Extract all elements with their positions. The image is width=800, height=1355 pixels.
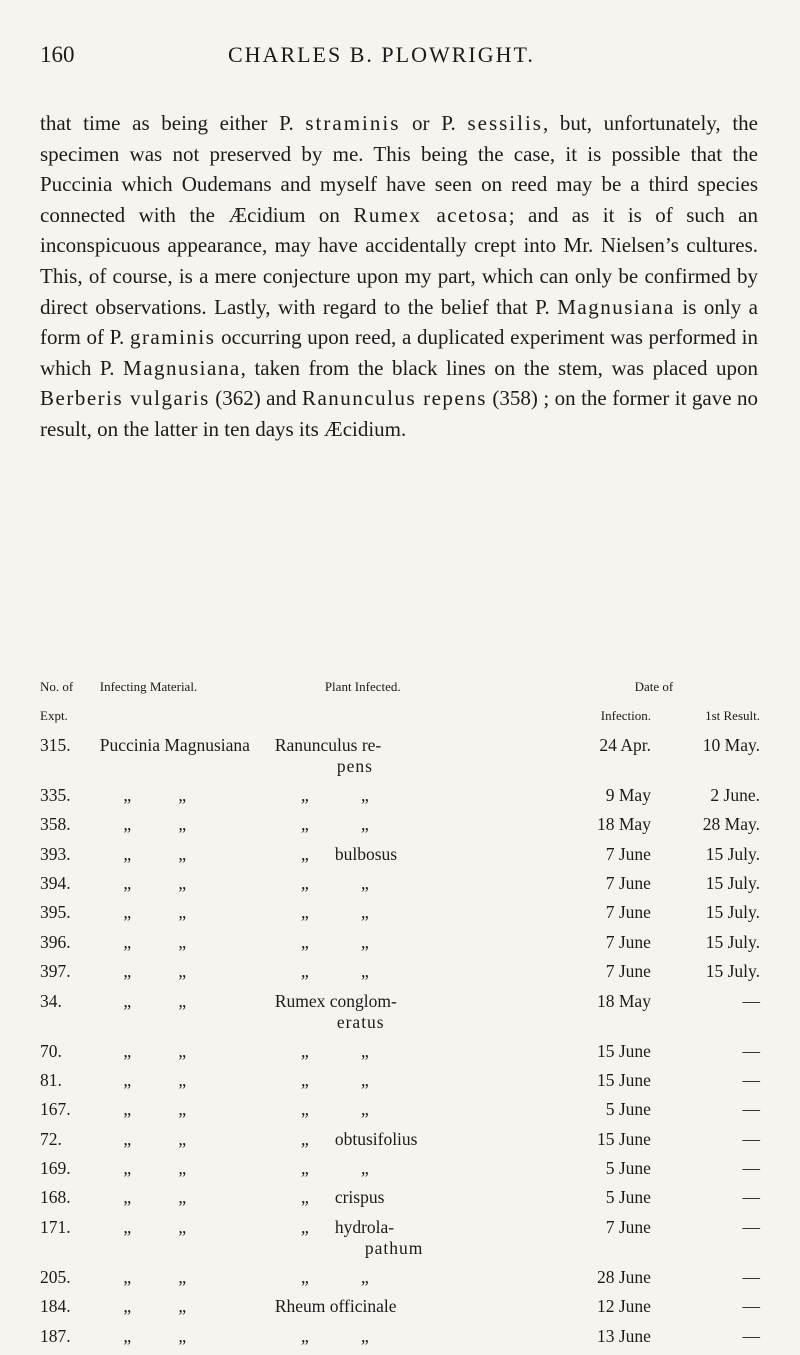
- table-row: [40, 1267, 760, 1296]
- table-row: [40, 961, 760, 990]
- species-name: sessilis: [467, 111, 543, 135]
- infection-date: 5 June: [605, 1099, 651, 1120]
- table-row: [40, 1041, 760, 1070]
- infecting-material: [100, 991, 275, 1041]
- infection-date: 7 June: [605, 931, 651, 952]
- table-row: [40, 1099, 760, 1128]
- ditto-mark: „: [300, 961, 309, 982]
- first-result: —: [742, 1069, 760, 1090]
- text-run: (362) and: [209, 386, 302, 411]
- infecting-material: [100, 844, 275, 873]
- table-subheader-row: [40, 705, 760, 734]
- ditto-mark: „: [123, 843, 132, 864]
- plant-species: obtusifolius: [334, 1128, 418, 1149]
- plant-name: Ranunculus re-: [274, 734, 382, 755]
- infection-date: 5 June: [605, 1158, 651, 1179]
- header-expt: Expt.: [40, 708, 68, 724]
- text-run: , but, unfortunately, the specimen was not preserved by me. This being the case, it is possible that the Puccinia which Oudemans and myself have seen on reed may be a third species connected with the Æcidium on: [40, 111, 758, 227]
- text-run: is only a form of P.: [40, 294, 758, 350]
- text-run: occurring upon reed, a duplicated experiment was performed in which P.: [40, 325, 759, 380]
- ditto-mark: „: [178, 784, 187, 805]
- infecting-material: [100, 902, 275, 931]
- ditto-mark: „: [178, 1158, 187, 1179]
- first-result: —: [742, 1325, 760, 1346]
- header-plant: Plant Infected.: [324, 679, 401, 694]
- ditto-mark: „: [178, 872, 187, 893]
- ditto-mark: „: [300, 1069, 309, 1090]
- infecting-material: [100, 814, 275, 843]
- ditto-mark: „: [300, 872, 309, 893]
- ditto-mark: „: [360, 931, 369, 952]
- expt-number: 167.: [40, 1099, 71, 1120]
- ditto-mark: „: [300, 1216, 309, 1237]
- ditto-mark: „: [360, 1069, 369, 1090]
- infecting-material: [100, 932, 275, 961]
- first-result: —: [742, 1040, 760, 1061]
- first-result: —: [742, 1099, 760, 1120]
- plant-line: [275, 1217, 548, 1238]
- ditto-mark: „: [123, 1099, 132, 1120]
- expt-number: 335.: [40, 784, 71, 805]
- table-row: [40, 1217, 760, 1267]
- ditto-mark: „: [123, 814, 132, 835]
- infection-date: 7 June: [605, 1216, 651, 1237]
- table-row: [40, 1158, 760, 1187]
- ditto-mark: „: [178, 1187, 187, 1208]
- table-header-row: [40, 676, 760, 705]
- plant-infected: [275, 991, 548, 1041]
- infection-date: 24 Apr.: [599, 734, 651, 755]
- plant-continuation: pens: [336, 755, 373, 776]
- ditto-mark: „: [178, 931, 187, 952]
- text-run: that time as being either P.: [40, 111, 306, 135]
- first-result: 15 July.: [705, 872, 760, 893]
- plant-species: hydrola-: [334, 1216, 395, 1237]
- first-result: —: [742, 1187, 760, 1208]
- ditto-mark: „: [123, 1040, 132, 1061]
- page-number: 160: [40, 42, 75, 67]
- expt-number: 184.: [40, 1296, 71, 1317]
- header-infection: Infection.: [600, 708, 651, 724]
- ditto-mark: „: [178, 843, 187, 864]
- infecting-material: [100, 1187, 275, 1216]
- body-paragraph: [40, 108, 758, 445]
- first-result: 15 July.: [705, 961, 760, 982]
- plant-infected: [275, 785, 548, 814]
- plant-line: [275, 1041, 548, 1062]
- ditto-mark: „: [123, 1069, 132, 1090]
- infection-date: 5 June: [605, 1187, 651, 1208]
- expt-number: 394.: [40, 872, 71, 893]
- plant-infected: [275, 1129, 548, 1158]
- page-header: [40, 42, 760, 76]
- table-row: [40, 1296, 760, 1325]
- ditto-mark: „: [178, 1325, 187, 1346]
- ditto-mark: „: [360, 902, 369, 923]
- species-name: Magnusiana: [557, 294, 675, 319]
- first-result: 10 May.: [702, 734, 760, 755]
- ditto-mark: „: [178, 1216, 187, 1237]
- first-result: —: [742, 1128, 760, 1149]
- infecting-material: [100, 1129, 275, 1158]
- ditto-mark: „: [178, 902, 187, 923]
- infection-date: 15 June: [597, 1128, 651, 1149]
- text-run: or P.: [400, 111, 468, 135]
- text-run: ; and as it is of such an inconspicuous appearance, may have accidentally crept into Mr. Nielsen’s cultures. This, of course, is a mere conjecture upon my part, which can only be confirmed by direct observations. Lastly, with regard to the belief that P.: [40, 202, 759, 319]
- table-row: [40, 814, 760, 843]
- table-row: [40, 1187, 760, 1216]
- species-name: straminis: [305, 111, 401, 135]
- ditto-mark: „: [123, 990, 132, 1011]
- infection-date: 7 June: [605, 872, 651, 893]
- ditto-mark: „: [123, 1325, 132, 1346]
- ditto-mark: „: [300, 843, 309, 864]
- expt-number: 70.: [40, 1040, 62, 1061]
- ditto-mark: „: [360, 1266, 369, 1287]
- ditto-mark: „: [123, 1128, 132, 1149]
- plant-line: [275, 932, 548, 953]
- plant-infected: [275, 814, 548, 843]
- table-row: [40, 735, 760, 785]
- plant-infected: [275, 1217, 548, 1267]
- expt-number: 72.: [40, 1128, 62, 1149]
- infecting-material: [100, 1326, 275, 1355]
- first-result: 15 July.: [705, 931, 760, 952]
- expt-number: 169.: [40, 1158, 71, 1179]
- ditto-mark: „: [360, 1040, 369, 1061]
- plant-infected: [275, 1070, 548, 1099]
- plant-infected: [275, 1158, 548, 1187]
- header-material: [100, 676, 275, 705]
- infection-date: 9 May: [605, 784, 651, 805]
- ditto-mark: „: [123, 872, 132, 893]
- ditto-mark: „: [178, 1069, 187, 1090]
- ditto-mark: „: [123, 1296, 132, 1317]
- plant-infected: [275, 1041, 548, 1070]
- plant-infected: [275, 844, 548, 873]
- expt-number: 395.: [40, 902, 71, 923]
- ditto-mark: „: [178, 1128, 187, 1149]
- plant-name: Rheum officinale: [274, 1296, 397, 1317]
- plant-species: bulbosus: [334, 843, 398, 864]
- table-row: [40, 1129, 760, 1158]
- infection-date: 7 June: [605, 843, 651, 864]
- infection-date: 15 June: [597, 1040, 651, 1061]
- plant-line: [275, 1158, 548, 1179]
- ditto-mark: „: [123, 1266, 132, 1287]
- ditto-mark: „: [360, 1325, 369, 1346]
- table-row: [40, 932, 760, 961]
- ditto-mark: „: [360, 1158, 369, 1179]
- ditto-mark: „: [300, 1325, 309, 1346]
- ditto-mark: „: [360, 784, 369, 805]
- plant-name: Rumex conglom-: [274, 990, 397, 1011]
- ditto-mark: „: [178, 814, 187, 835]
- ditto-mark: „: [123, 902, 132, 923]
- ditto-mark: „: [300, 1128, 309, 1149]
- header-material-label: Infecting Material.: [99, 679, 198, 694]
- species-name: Ranunculus repens: [301, 386, 487, 411]
- plant-line: [275, 873, 548, 894]
- plant-line: [275, 844, 548, 865]
- infecting-material: [100, 1041, 275, 1070]
- first-result: 15 July.: [705, 902, 760, 923]
- plant-infected: [275, 1326, 548, 1355]
- ditto-mark: „: [123, 1216, 132, 1237]
- plant-line: [275, 1070, 548, 1091]
- ditto-mark: „: [123, 931, 132, 952]
- ditto-mark: „: [178, 1266, 187, 1287]
- plant-infected: [275, 1187, 548, 1216]
- ditto-mark: „: [123, 1187, 132, 1208]
- header-empty: [100, 705, 275, 734]
- header-no: No. of: [40, 679, 74, 694]
- infecting-material: [100, 1296, 275, 1325]
- table-row: [40, 873, 760, 902]
- expt-number: 315.: [40, 734, 71, 755]
- expt-number: 34.: [40, 990, 62, 1011]
- first-result: 15 July.: [705, 843, 760, 864]
- ditto-mark: „: [300, 784, 309, 805]
- first-result: —: [742, 1266, 760, 1287]
- plant-line: [275, 1296, 548, 1317]
- plant-line: [275, 814, 548, 835]
- plant-infected: [275, 932, 548, 961]
- plant-infected: [275, 873, 548, 902]
- text-run: (358) ; on the former it gave no result, on the latter in ten days its Æcidium.: [40, 386, 759, 441]
- first-result: —: [742, 990, 760, 1011]
- plant-infected: [275, 1296, 548, 1325]
- ditto-mark: „: [123, 961, 132, 982]
- ditto-mark: „: [123, 784, 132, 805]
- ditto-mark: „: [300, 1040, 309, 1061]
- ditto-mark: „: [300, 902, 309, 923]
- table-row: [40, 1070, 760, 1099]
- ditto-mark: „: [300, 1158, 309, 1179]
- plant-line: [275, 1099, 548, 1120]
- first-result: —: [742, 1158, 760, 1179]
- infection-date: 18 May: [597, 814, 651, 835]
- ditto-mark: „: [178, 1099, 187, 1120]
- ditto-mark: „: [178, 961, 187, 982]
- expt-number: 187.: [40, 1325, 71, 1346]
- plant-line: [275, 785, 548, 806]
- table-row: [40, 991, 760, 1041]
- plant-species: crispus: [334, 1187, 385, 1208]
- infection-date: 7 June: [605, 902, 651, 923]
- ditto-mark: „: [300, 814, 309, 835]
- plant-line: [275, 961, 548, 982]
- plant-infected: [275, 1099, 548, 1128]
- ditto-mark: „: [300, 931, 309, 952]
- expt-number: 358.: [40, 814, 71, 835]
- species-name: graminis: [129, 325, 216, 350]
- ditto-mark: „: [360, 961, 369, 982]
- infection-date: 18 May: [597, 990, 651, 1011]
- ditto-mark: „: [178, 990, 187, 1011]
- experiment-table: [40, 676, 760, 1355]
- infecting-material: [100, 873, 275, 902]
- expt-number: 171.: [40, 1216, 71, 1237]
- infecting-material: [100, 961, 275, 990]
- material-name: Puccinia Magnusiana: [99, 734, 250, 755]
- ditto-mark: „: [360, 872, 369, 893]
- expt-number: 81.: [40, 1069, 62, 1090]
- ditto-mark: „: [300, 1187, 309, 1208]
- ditto-mark: „: [300, 1099, 309, 1120]
- plant-line: [275, 902, 548, 923]
- plant-infected: [275, 735, 548, 785]
- infecting-material: [100, 1099, 275, 1128]
- plant-line: [275, 735, 548, 756]
- infection-date: 7 June: [605, 961, 651, 982]
- running-head: CHARLES B. PLOWRIGHT.: [228, 42, 535, 67]
- header-date-of: Date of: [634, 679, 674, 694]
- species-name: Rumex acetosa: [353, 202, 509, 227]
- first-result: —: [742, 1296, 760, 1317]
- infecting-material: [100, 785, 275, 814]
- plant-continuation: pathum: [364, 1237, 424, 1258]
- ditto-mark: „: [178, 1040, 187, 1061]
- plant-line: [275, 1187, 548, 1208]
- plant-line: [275, 1326, 548, 1347]
- first-result: —: [742, 1216, 760, 1237]
- header-result: 1st Result.: [705, 708, 760, 724]
- plant-continuation: eratus: [336, 1011, 385, 1032]
- first-result: 28 May.: [702, 814, 760, 835]
- expt-number: 397.: [40, 961, 71, 982]
- table-row: [40, 902, 760, 931]
- plant-line: [275, 1267, 548, 1288]
- plant-line: [275, 991, 548, 1012]
- plant-infected: [275, 1267, 548, 1296]
- table-row: [40, 844, 760, 873]
- ditto-mark: „: [123, 1158, 132, 1179]
- infecting-material: [100, 1070, 275, 1099]
- expt-number: 205.: [40, 1266, 71, 1287]
- infecting-material: [100, 1158, 275, 1187]
- table-row: [40, 1326, 760, 1355]
- ditto-mark: „: [360, 1099, 369, 1120]
- species-name: Magnusiana: [123, 355, 241, 380]
- ditto-mark: „: [300, 1266, 309, 1287]
- expt-number: 396.: [40, 931, 71, 952]
- header-empty: [275, 705, 548, 734]
- expt-number: 393.: [40, 843, 71, 864]
- plant-infected: [275, 961, 548, 990]
- ditto-mark: „: [178, 1296, 187, 1317]
- infection-date: 12 June: [597, 1296, 651, 1317]
- text-run: , taken from the black lines on the stem, was placed upon: [240, 355, 758, 380]
- infecting-material: [100, 735, 275, 785]
- ditto-mark: „: [360, 814, 369, 835]
- infecting-material: [100, 1217, 275, 1267]
- plant-infected: [275, 902, 548, 931]
- first-result: 2 June.: [710, 784, 760, 805]
- table-body: [40, 735, 760, 1355]
- species-name: Berberis vulgaris: [40, 386, 210, 411]
- infection-date: 13 June: [597, 1325, 651, 1346]
- plant-line: [275, 1129, 548, 1150]
- table-row: [40, 785, 760, 814]
- infection-date: 28 June: [597, 1266, 651, 1287]
- expt-number: 168.: [40, 1187, 71, 1208]
- infection-date: 15 June: [597, 1069, 651, 1090]
- infecting-material: [100, 1267, 275, 1296]
